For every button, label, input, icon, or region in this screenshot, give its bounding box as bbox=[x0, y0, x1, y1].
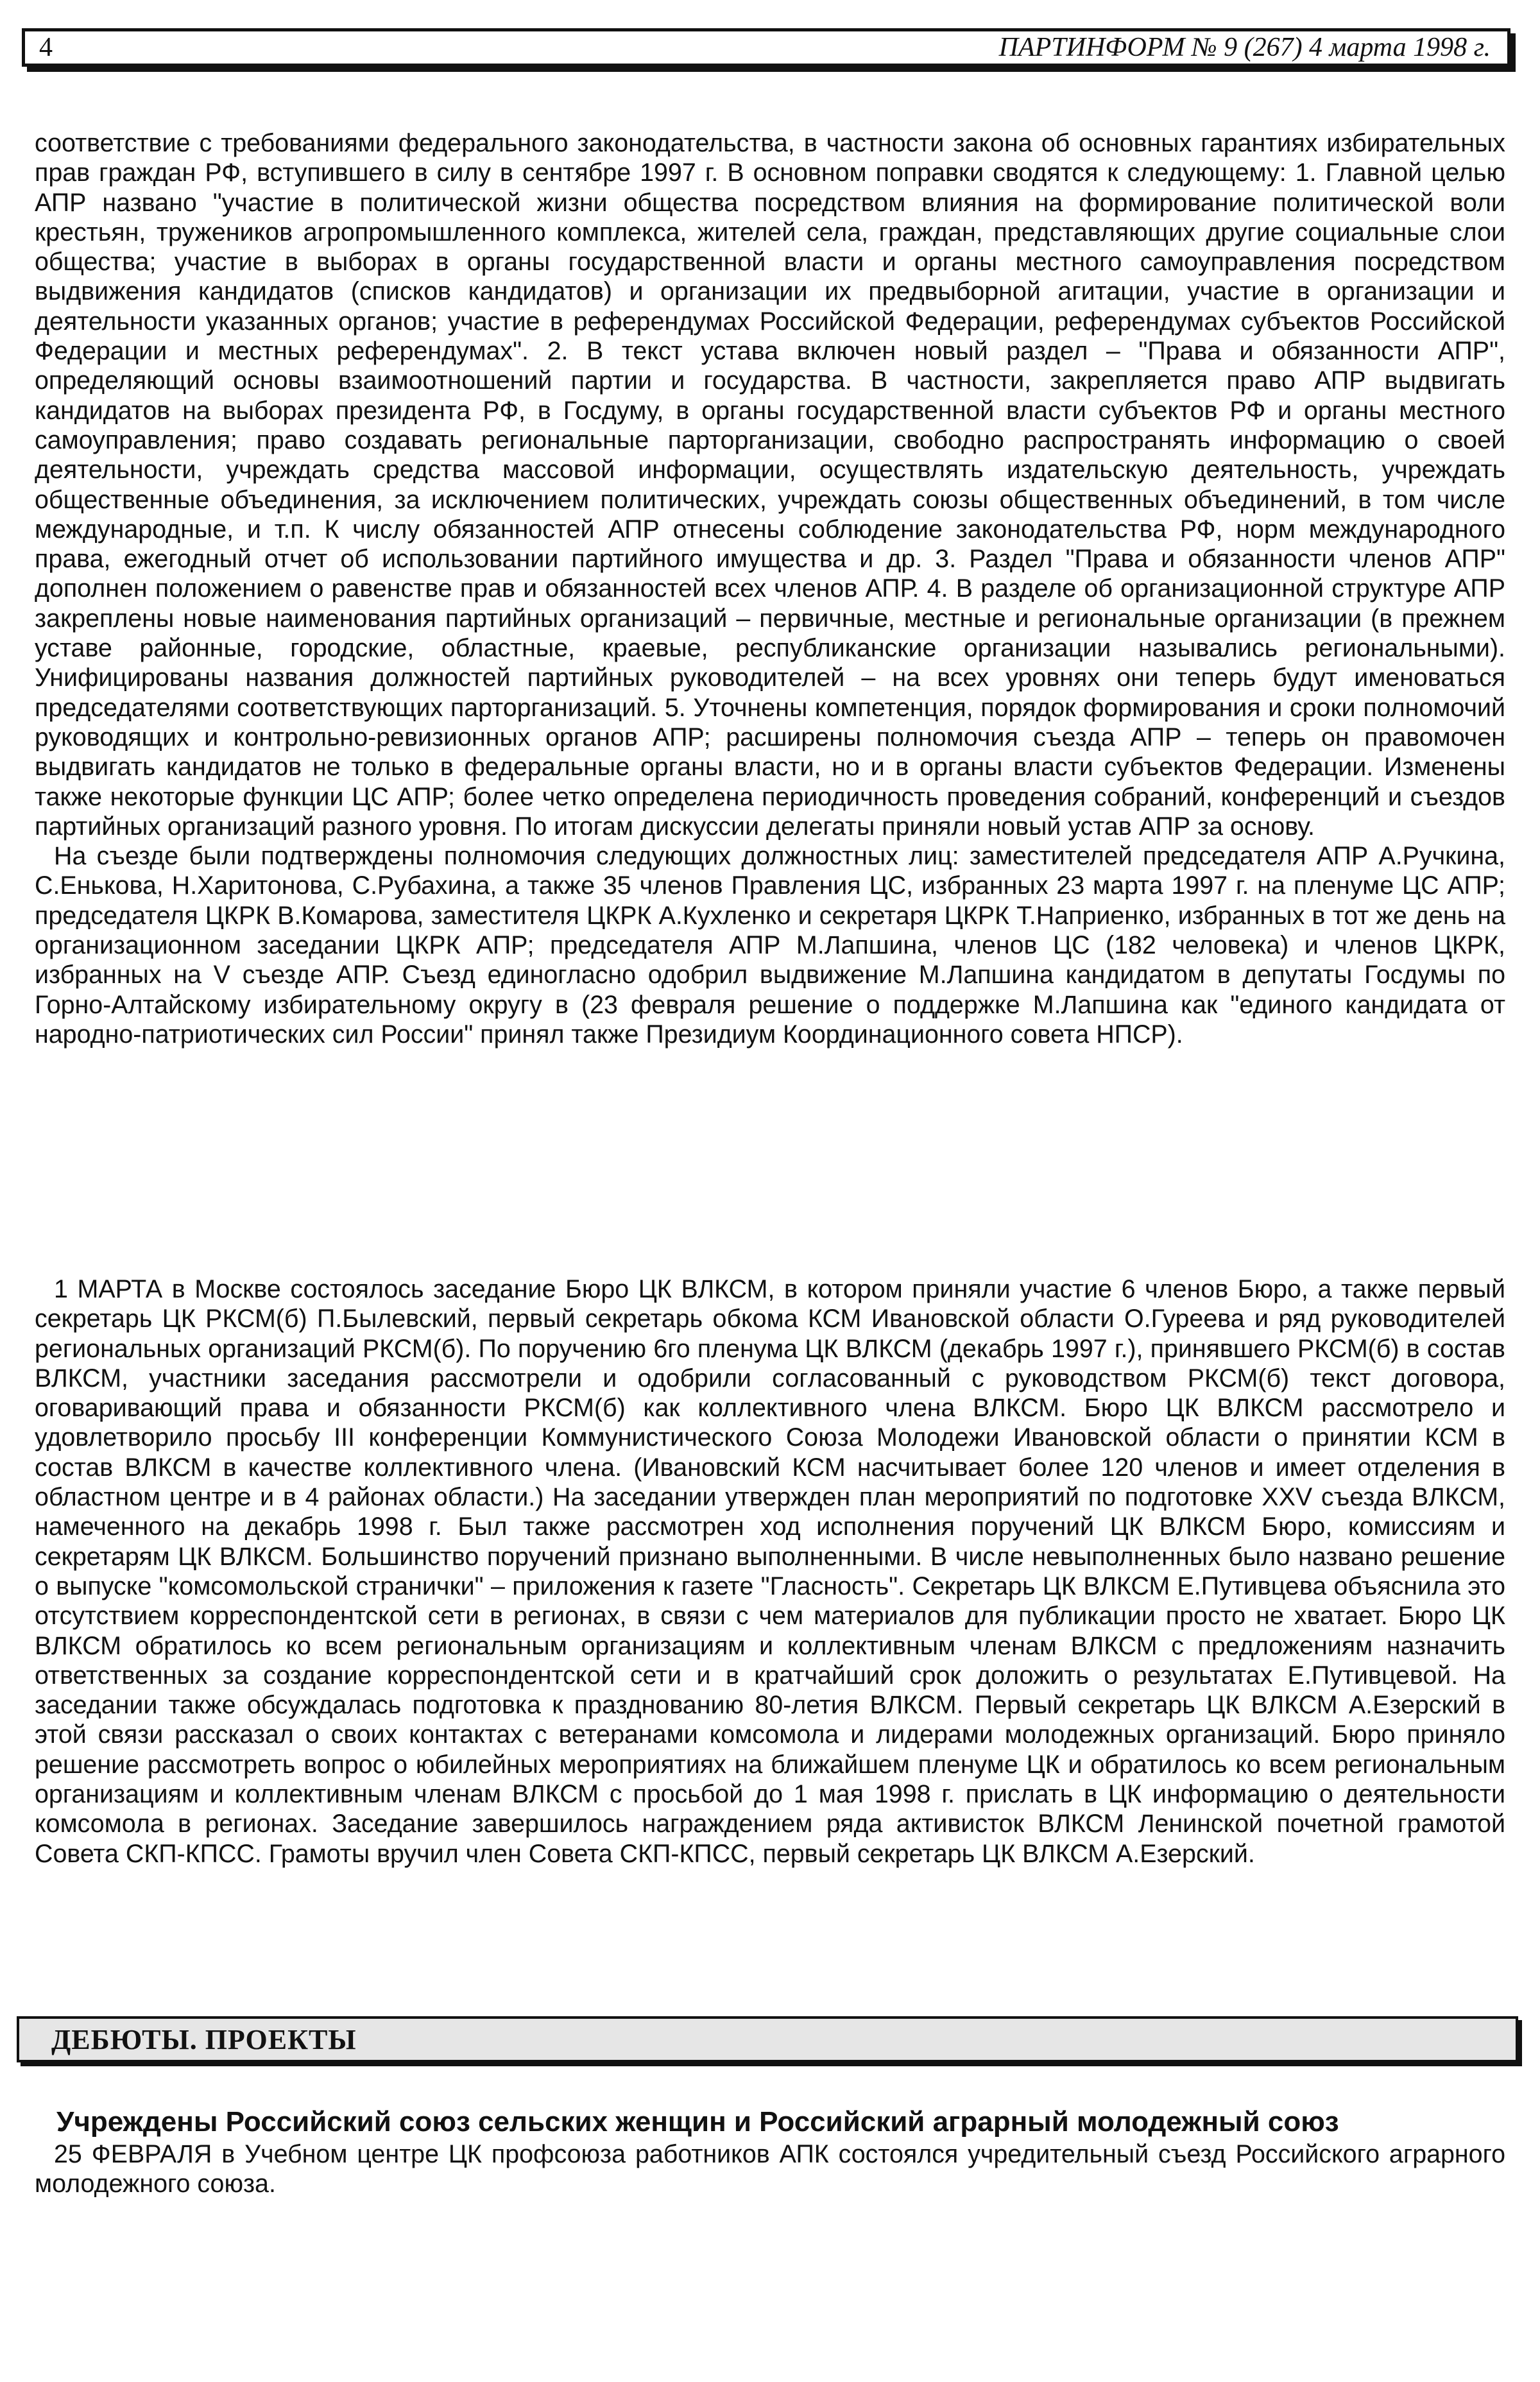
article-paragraph: На съезде были подтверждены полномочия следующих должностных лиц: заместителей председателя АПР А.Ручкина, С.Енькова, Н.Харитонова, С.Рубахина, а также 35 членов Правления ЦС, избранных 23 марта 1997 г. на пленуме ЦС АПР; председателя ЦКРК В.Комарова, заместителя ЦКРК А.Кухленко и секретаря ЦКРК Т.Наприенко, избранных в тот же день на организационном заседании ЦКРК АПР; председателя АПР М.Лапшина, членов ЦС (182 человека) и членов ЦКРК, избранных на V съезде АПР. Съезд единогласно одобрил выдвижение М.Лапшина кандидатом в депутаты Госдумы по Горно-Алтайскому избирательному округу в (23 февраля решение о поддержке М.Лапшина как "единого кандидата от народно-патриотических сил России" принял также Президиум Координационного совета НПСР). bbox=[35, 842, 1505, 1049]
news-lead-text: 25 ФЕВРАЛЯ в Учебном центре ЦК профсоюза работников АПК состоялся учредительный съезд Российского аграрного молодежного союза. bbox=[35, 2140, 1505, 2198]
section-title: ДЕБЮТЫ. ПРОЕКТЫ bbox=[51, 2023, 357, 2055]
page-number: 4 bbox=[39, 33, 53, 62]
article-vlksm-bureau bbox=[35, 1274, 1505, 1869]
page-header bbox=[22, 28, 1510, 67]
section-heading-box bbox=[17, 2016, 1518, 2062]
article-paragraph: соответствие с требованиями федерального законодательства, в частности закона об основных гарантиях избирательных прав граждан РФ, вступившего в силу в сентябре 1997 г. В основном поправки сводятся к следующему: 1. Главной целью АПР названо "участие в политической жизни общества посредством влияния на формирование политической воли крестьян, тружеников агропромышленного комплекса, жителей села, граждан, представляющих другие социальные слои общества; участие в выборах в органы государственной власти и органы местного самоуправления посредством выдвижения кандидатов (списков кандидатов) и организации их предвыборной агитации, участие в организации и деятельности указанных органов; участие в референдумах Российской Федерации, референдумах субъектов Российской Федерации и местных референдумах". 2. В текст устава включен новый раздел – "Права и обязанности АПР", определяющий основы взаимоотношений партии и государства. В частности, закрепляется право АПР выдвигать кандидатов на выборах президента РФ, в Госдуму, в органы государственной власти субъектов РФ и органы местного самоуправления; право создавать региональные парторганизации, свободно распространять информацию о своей деятельности, учреждать средства массовой информации, осуществлять издательскую деятельность, учреждать общественные объединения, за исключением политических, учреждать союзы общественных объединений, в том числе международные, и т.п. К числу обязанностей АПР отнесены соблюдение законодательства РФ, норм международного права, ежегодный отчет об использовании партийного имущества и др. 3. Раздел "Права и обязанности членов АПР" дополнен положением о равенстве прав и обязанностей всех членов АПР. 4. В разделе об организационной структуре АПР закреплены новые наименования партийных организаций – первичные, местные и региональные организации (в прежнем уставе районные, городские, областные, краевые, республиканские организации назывались региональными). Унифицированы названия должностей партийных руководителей – на всех уровнях они теперь будут именоваться председателями соответствующих парторганизаций. 5. Уточнены компетенция, порядок формирования и сроки полномочий руководящих и контрольно-ревизионных органов АПР; расширены полномочия съезда АПР – теперь он правомочен выдвигать кандидатов не только в федеральные органы власти, но и в органы власти субъектов Федерации. Изменены также некоторые функции ЦС АПР; более четко определена периодичность проведения собраний, конференций и съездов партийных организаций разного уровня. По итогам дискуссии делегаты приняли новый устав АПР за основу. bbox=[35, 129, 1505, 841]
article-paragraph: 1 МАРТА в Москве состоялось заседание Бюро ЦК ВЛКСМ, в котором приняли участие 6 членов Бюро, а также первый секретарь ЦК РКСМ(б) П.Былевский, первый секретарь обкома КСМ Ивановской области О.Гуреева и ряд руководителей региональных организаций РКСМ(б). По поручению 6го пленума ЦК ВЛКСМ (декабрь 1997 г.), принявшего РКСМ(б) в состав ВЛКСМ, участники заседания рассмотрели и одобрили согласованный с руководством РКСМ(б) текст договора, оговаривающий права и обязанности РКСМ(б) как коллективного члена ВЛКСМ. Бюро ЦК ВЛКСМ рассмотрело и удовлетворило просьбу III конференции Коммунистического Союза Молодежи Ивановской области о принятии КСМ в состав ВЛКСМ в качестве коллективного члена. (Ивановский КСМ насчитывает более 120 членов и имеет отделения в областном центре и в 4 районах области.) На заседании утвержден план мероприятий по подготовке XXV съезда ВЛКСМ, намеченного на декабрь 1998 г. Был также рассмотрен ход исполнения поручений ЦК ВЛКСМ Бюро, комиссиям и секретарям ЦК ВЛКСМ. Большинство поручений признано выполненными. В числе невыполненных было названо решение о выпуске "комсомольской странички" – приложения к газете "Гласность". Секретарь ЦК ВЛКСМ Е.Путивцева объяснила это отсутствием корреспондентской сети в регионах, в связи с чем материалов для публикации просто не хватает. Бюро ЦК ВЛКСМ обратилось ко всем региональным организациям и коллективным членам ВЛКСМ с предложениям назначить ответственных за создание корреспондентской сети и в кратчайший срок доложить о результатах Е.Путивцевой. На заседании также обсуждалась подготовка к празднованию 80-летия ВЛКСМ. Первый секретарь ЦК ВЛКСМ А.Езерский в этой связи рассказал о своих контактах с ветеранами комсомола и лидерами молодежных организаций. Бюро приняло решение рассмотреть вопрос о юбилейных мероприятиях на ближайшем пленуме ЦК и обратилось ко всем региональным организациям и коллективным членам ВЛКСМ с просьбой до 1 мая 1998 г. прислать в ЦК информацию о деятельности комсомола в регионах. Заседание завершилось награждением ряда активисток ВЛКСМ Ленинской почетной грамотой Совета СКП-КПСС. Грамоты вручил член Совета СКП-КПСС, первый секретарь ЦК ВЛКСМ А.Езерский. bbox=[35, 1275, 1505, 1868]
news-headline: Учреждены Российский союз сельских женщин и Российский аграрный молодежный союз bbox=[56, 2106, 1339, 2138]
news-lead bbox=[35, 2139, 1505, 2199]
issue-info: ПАРТИНФОРМ № 9 (267) 4 марта 1998 г. bbox=[998, 33, 1491, 62]
article-apr-congress bbox=[35, 128, 1505, 1049]
